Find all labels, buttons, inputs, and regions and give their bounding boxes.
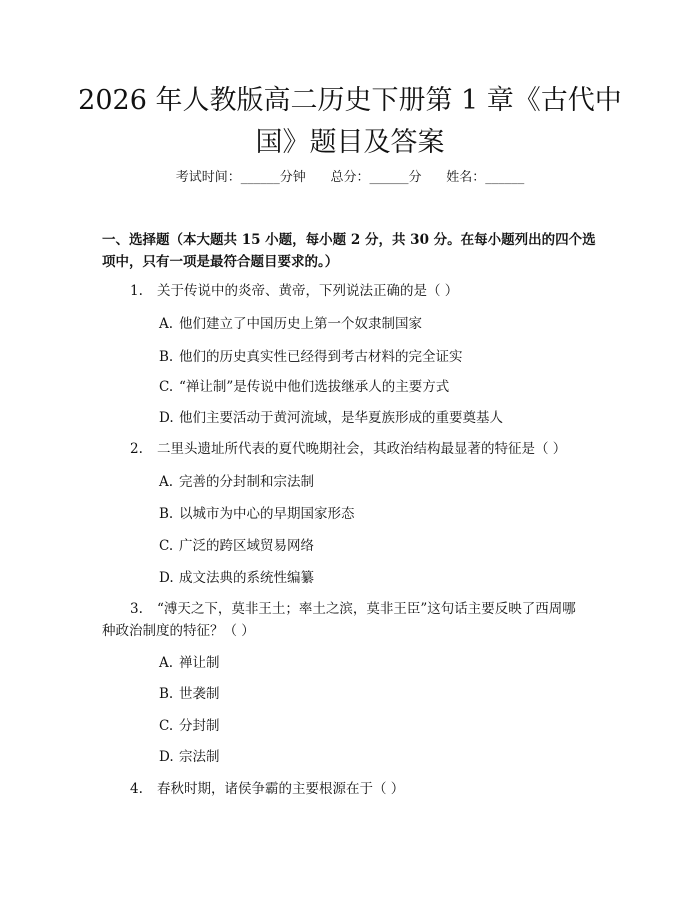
option-text: 广泛的跨区域贸易网络	[179, 538, 314, 554]
section-heading-line-1: 一、选择题（本大题共 15 小题，每小题 2 分，共 30 分。在每小题列出的四个选	[102, 232, 596, 248]
question-stem: 春秋时期，诸侯争霸的主要根源在于（ ）	[157, 781, 405, 797]
question-number: 4.	[130, 781, 143, 797]
option-text: 以城市为中心的早期国家形态	[179, 506, 355, 522]
question-3-option-c	[159, 715, 220, 737]
option-letter: B.	[159, 349, 174, 365]
option-text: 宗法制	[179, 749, 220, 765]
question-1-option-d	[159, 407, 503, 429]
question-stem-line-1: “溥天之下，莫非王土；率土之滨，莫非王臣”这句话主要反映了西周哪	[157, 601, 576, 617]
option-letter: B.	[159, 506, 174, 522]
question-1-option-a	[159, 313, 422, 335]
exam-info-line: 考试时间：______分钟 总分：______分 姓名：______	[175, 170, 525, 185]
question-2-option-a	[159, 471, 314, 493]
option-text: 他们的历史真实性已经得到考古材料的完全证实	[179, 349, 463, 365]
option-text: 完善的分封制和宗法制	[179, 474, 314, 490]
title-line-2: 国》题目及答案	[255, 127, 445, 158]
question-3-option-b	[159, 683, 220, 705]
option-letter: B.	[159, 686, 174, 702]
question-2-option-b	[159, 503, 355, 525]
option-letter: D.	[159, 749, 174, 765]
option-text: 成文法典的系统性编纂	[179, 570, 314, 586]
option-text: 他们建立了中国历史上第一个奴隶制国家	[179, 316, 422, 332]
question-stem-line-2: 种政治制度的特征？（ ）	[102, 623, 255, 639]
section-heading-line-2: 项中，只有一项是最符合题目要求的。）	[102, 254, 339, 270]
title-line-1: 2026 年人教版高二历史下册第 1 章《古代中	[78, 85, 622, 116]
option-letter: A.	[159, 655, 174, 671]
question-1	[102, 280, 602, 302]
option-letter: A.	[159, 316, 174, 332]
section-heading	[102, 229, 602, 273]
question-number: 2.	[130, 441, 143, 457]
question-1-option-c	[159, 376, 449, 398]
document-title	[60, 80, 640, 164]
option-text: 分封制	[179, 718, 220, 734]
question-stem: 关于传说中的炎帝、黄帝，下列说法正确的是（ ）	[157, 283, 459, 299]
option-text: “禅让制”是传说中他们选拔继承人的主要方式	[179, 379, 450, 395]
question-1-option-b	[159, 346, 463, 368]
option-text: 世袭制	[179, 686, 220, 702]
question-2-option-c	[159, 535, 314, 557]
question-2	[102, 438, 602, 460]
option-text: 他们主要活动于黄河流域，是华夏族形成的重要奠基人	[179, 410, 503, 426]
question-number: 1.	[130, 283, 143, 299]
question-4	[102, 778, 602, 800]
option-letter: A.	[159, 474, 174, 490]
question-3-option-d	[159, 746, 220, 768]
option-letter: C.	[159, 718, 174, 734]
question-number: 3.	[130, 601, 143, 617]
question-stem: 二里头遗址所代表的夏代晚期社会，其政治结构最显著的特征是（ ）	[157, 441, 567, 457]
question-3	[102, 598, 602, 642]
option-text: 禅让制	[179, 655, 220, 671]
option-letter: D.	[159, 570, 174, 586]
option-letter: D.	[159, 410, 174, 426]
question-2-option-d	[159, 567, 314, 589]
question-3-option-a	[159, 652, 220, 674]
option-letter: C.	[159, 379, 174, 395]
option-letter: C.	[159, 538, 174, 554]
